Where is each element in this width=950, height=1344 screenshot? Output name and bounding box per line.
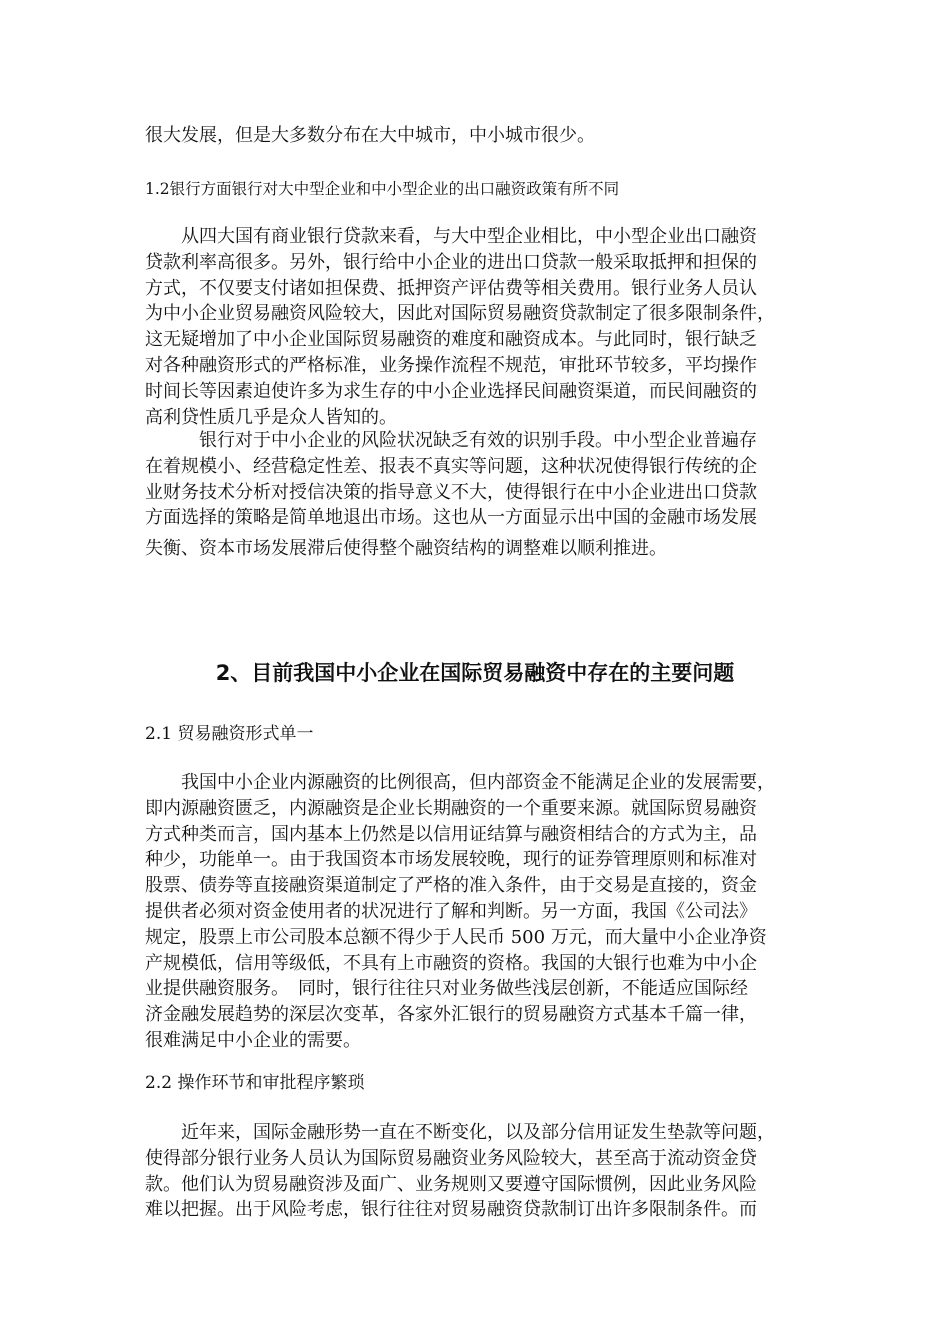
paragraph-line: 很难满足中小企业的需要。 — [145, 1029, 361, 1051]
paragraph-line: 业提供融资服务。 同时，银行往往只对业务做些浅层创新，不能适应国际经 — [145, 978, 748, 1000]
paragraph-line: 业财务技术分析对授信决策的指导意义不大，使得银行在中小企业进出口贷款 — [145, 481, 757, 503]
paragraph-line: 从四大国有商业银行贷款来看，与大中型企业相比，中小型企业出口融资 — [145, 226, 757, 247]
paragraph-line: 种少，功能单一。由于我国资本市场发展较晚，现行的证券管理原则和标准对 — [145, 849, 757, 871]
paragraph-line: 为中小企业贸易融资风险较大，因此对国际贸易融资贷款制定了很多限制条件， — [145, 303, 775, 325]
paragraph-line: 贷款利率高很多。另外，银行给中小企业的进出口贷款一般采取抵押和担保的 — [145, 251, 757, 273]
section-2-1-heading: 2.1 贸易融资形式单一 — [145, 724, 314, 744]
paragraph-line: 近年来，国际金融形势一直在不断变化，以及部分信用证发生垫款等问题， — [145, 1122, 775, 1143]
paragraph-line: 提供者必须对资金使用者的状况进行了解和判断。另一方面，我国《公司法》 — [145, 900, 757, 922]
section-2-2-heading: 2.2 操作环节和审批程序繁琐 — [145, 1073, 365, 1093]
paragraph-2-2 — [145, 1120, 775, 1223]
paragraph-2-1 — [145, 770, 775, 1054]
paragraph-1-2-a — [145, 224, 775, 430]
paragraph-line: 方式，不仅要支付诸如担保费、抵押资产评估费等相关费用。银行业务人员认 — [145, 277, 757, 299]
paragraph-line: 时间长等因素迫使许多为求生存的中小企业选择民间融资渠道，而民间融资的 — [145, 380, 757, 402]
paragraph-line: 这无疑增加了中小企业国际贸易融资的难度和融资成本。与此同时，银行缺乏 — [145, 329, 757, 351]
paragraph-line: 高利贷性质几乎是众人皆知的。 — [145, 406, 397, 428]
continuation-line: 很大发展，但是大多数分布在大中城市，中小城市很少。 — [145, 125, 595, 146]
paragraph-line: 使得部分银行业务人员认为国际贸易融资业务风险较大，甚至高于流动资金贷 — [145, 1147, 757, 1169]
paragraph-line: 在着规模小、经营稳定性差、报表不真实等问题，这种状况使得银行传统的企 — [145, 455, 757, 477]
paragraph-line: 济金融发展趋势的深层次变革，各家外汇银行的贸易融资方式基本千篇一律， — [145, 1004, 757, 1026]
paragraph-line: 款。他们认为贸易融资涉及面广、业务规则又要遵守国际惯例，因此业务风险 — [145, 1173, 757, 1195]
paragraph-1-2-b — [145, 428, 757, 531]
paragraph-line: 规定，股票上市公司股本总额不得少于人民币 500 万元，而大量中小企业净资 — [145, 926, 767, 948]
paragraph-line: 对各种融资形式的严格标准，业务操作流程不规范，审批环节较多，平均操作 — [145, 354, 757, 376]
paragraph-line: 方面选择的策略是简单地退出市场。这也从一方面显示出中国的金融市场发展 — [145, 507, 757, 529]
section-1-2-heading: 1.2银行方面银行对大中型企业和中小型企业的出口融资政策有所不同 — [145, 180, 620, 198]
paragraph-1-2-b-last-line: 失衡、资本市场发展滞后使得整个融资结构的调整难以顺利推进。 — [145, 538, 667, 559]
paragraph-line: 即内源融资匮乏，内源融资是企业长期融资的一个重要来源。就国际贸易融资 — [145, 797, 757, 819]
paragraph-line: 产规模低，信用等级低，不具有上市融资的资格。我国的大银行也难为中小企 — [145, 952, 757, 974]
paragraph-line: 方式种类而言，国内基本上仍然是以信用证结算与融资相结合的方式为主，品 — [145, 823, 757, 845]
paragraph-line: 我国中小企业内源融资的比例很高，但内部资金不能满足企业的发展需要， — [145, 772, 775, 793]
paragraph-line: 银行对于中小企业的风险状况缺乏有效的识别手段。中小型企业普遍存 — [145, 430, 757, 451]
paragraph-line: 难以把握。出于风险考虑，银行往往对贸易融资贷款制订出许多限制条件。而 — [145, 1199, 757, 1221]
chapter-2-heading: 2、目前我国中小企业在国际贸易融资中存在的主要问题 — [215, 661, 735, 685]
paragraph-line: 股票、债券等直接融资渠道制定了严格的准入条件，由于交易是直接的，资金 — [145, 875, 757, 897]
